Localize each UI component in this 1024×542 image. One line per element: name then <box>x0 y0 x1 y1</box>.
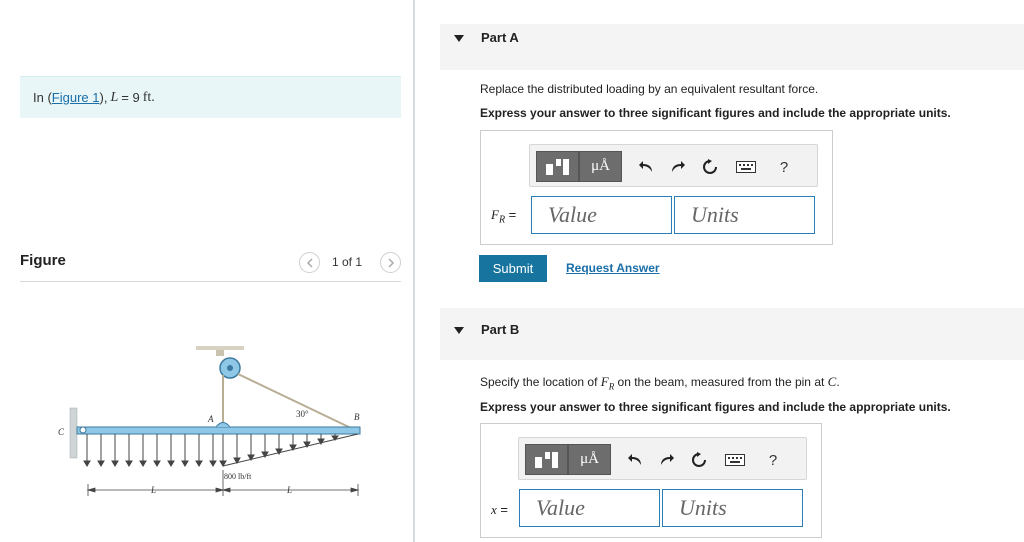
label-b: B <box>354 412 360 422</box>
undo-icon[interactable] <box>625 450 645 470</box>
page-indicator: 1 of 1 <box>332 255 363 269</box>
collapse-caret-icon[interactable] <box>454 327 464 334</box>
chevron-right-icon <box>387 258 395 268</box>
units-button[interactable]: μÅ <box>579 151 622 182</box>
label-angle: 30° <box>296 409 309 419</box>
part-b-title: Part B <box>481 322 520 337</box>
part-a-units-input[interactable]: Units <box>674 196 815 234</box>
figure-link[interactable]: Figure 1 <box>51 90 100 105</box>
part-b-var-label: x = <box>491 502 508 517</box>
keyboard-icon[interactable] <box>736 157 756 177</box>
label-c: C <box>58 427 65 437</box>
dimension-line <box>88 470 358 496</box>
reset-icon[interactable] <box>700 157 720 177</box>
help-button[interactable]: ? <box>779 158 789 176</box>
part-a-title: Part A <box>481 30 519 45</box>
part-b-header[interactable] <box>440 308 1024 360</box>
part-b-prompt: Specify the location of $F_R$ on the beam, measured from the pin at C. <box>480 374 840 392</box>
reset-icon[interactable] <box>689 450 709 470</box>
template-buttons <box>525 444 611 475</box>
intro-unit: ft. <box>142 89 155 105</box>
label-load: 800 lb/ft <box>224 472 252 481</box>
part-a-value-input[interactable]: Value <box>531 196 672 234</box>
part-b-units-input[interactable]: Units <box>662 489 803 527</box>
part-a-math-toolbar <box>529 144 818 187</box>
column-divider <box>413 0 415 542</box>
part-b-answer-box <box>480 423 822 538</box>
part-a-prompt: Replace the distributed loading by an equivalent resultant force. <box>480 82 819 96</box>
part-a-header[interactable] <box>440 24 1024 70</box>
figure-title: Figure <box>20 252 66 269</box>
intro-var: L <box>110 89 119 105</box>
part-b-math-toolbar <box>518 437 807 480</box>
label-l1: L <box>151 485 157 495</box>
templates-button[interactable] <box>536 151 579 182</box>
beam <box>77 427 360 434</box>
part-a-var-label: $F_R$ = <box>491 207 517 226</box>
previous-figure-button[interactable] <box>299 252 320 273</box>
distributed-load-arrows <box>84 434 338 466</box>
redo-icon[interactable] <box>657 450 677 470</box>
label-a: A <box>208 414 214 424</box>
part-a-instruction: Express your answer to three significant figures and include the appropriate units. <box>480 106 951 120</box>
chevron-left-icon <box>306 258 314 268</box>
help-button[interactable]: ? <box>768 451 778 469</box>
intro-statement <box>20 76 401 118</box>
request-answer-link[interactable]: Request Answer <box>566 261 660 275</box>
label-l2: L <box>287 485 293 495</box>
redo-icon[interactable] <box>668 157 688 177</box>
ceiling-bracket <box>196 346 244 350</box>
templates-icon <box>534 451 560 469</box>
figure-header <box>20 248 401 282</box>
collapse-caret-icon[interactable] <box>454 35 464 42</box>
intro-prefix: In ( <box>33 90 52 105</box>
templates-button[interactable] <box>525 444 568 475</box>
submit-button[interactable]: Submit <box>479 255 547 282</box>
keyboard-icon[interactable] <box>725 450 745 470</box>
next-figure-button[interactable] <box>380 252 401 273</box>
templates-icon <box>545 158 571 176</box>
part-a-answer-box <box>480 130 833 245</box>
units-button[interactable]: μÅ <box>568 444 611 475</box>
left-panel <box>0 0 414 542</box>
part-b-value-input[interactable]: Value <box>519 489 660 527</box>
intro-suffix: ), <box>99 90 108 105</box>
template-buttons <box>536 151 622 182</box>
intro-eq: = 9 <box>121 90 140 105</box>
undo-icon[interactable] <box>636 157 656 177</box>
wall <box>70 408 77 458</box>
figure-image <box>20 330 401 520</box>
part-b-instruction: Express your answer to three significant figures and include the appropriate units. <box>480 400 951 414</box>
beam-diagram <box>20 330 401 520</box>
